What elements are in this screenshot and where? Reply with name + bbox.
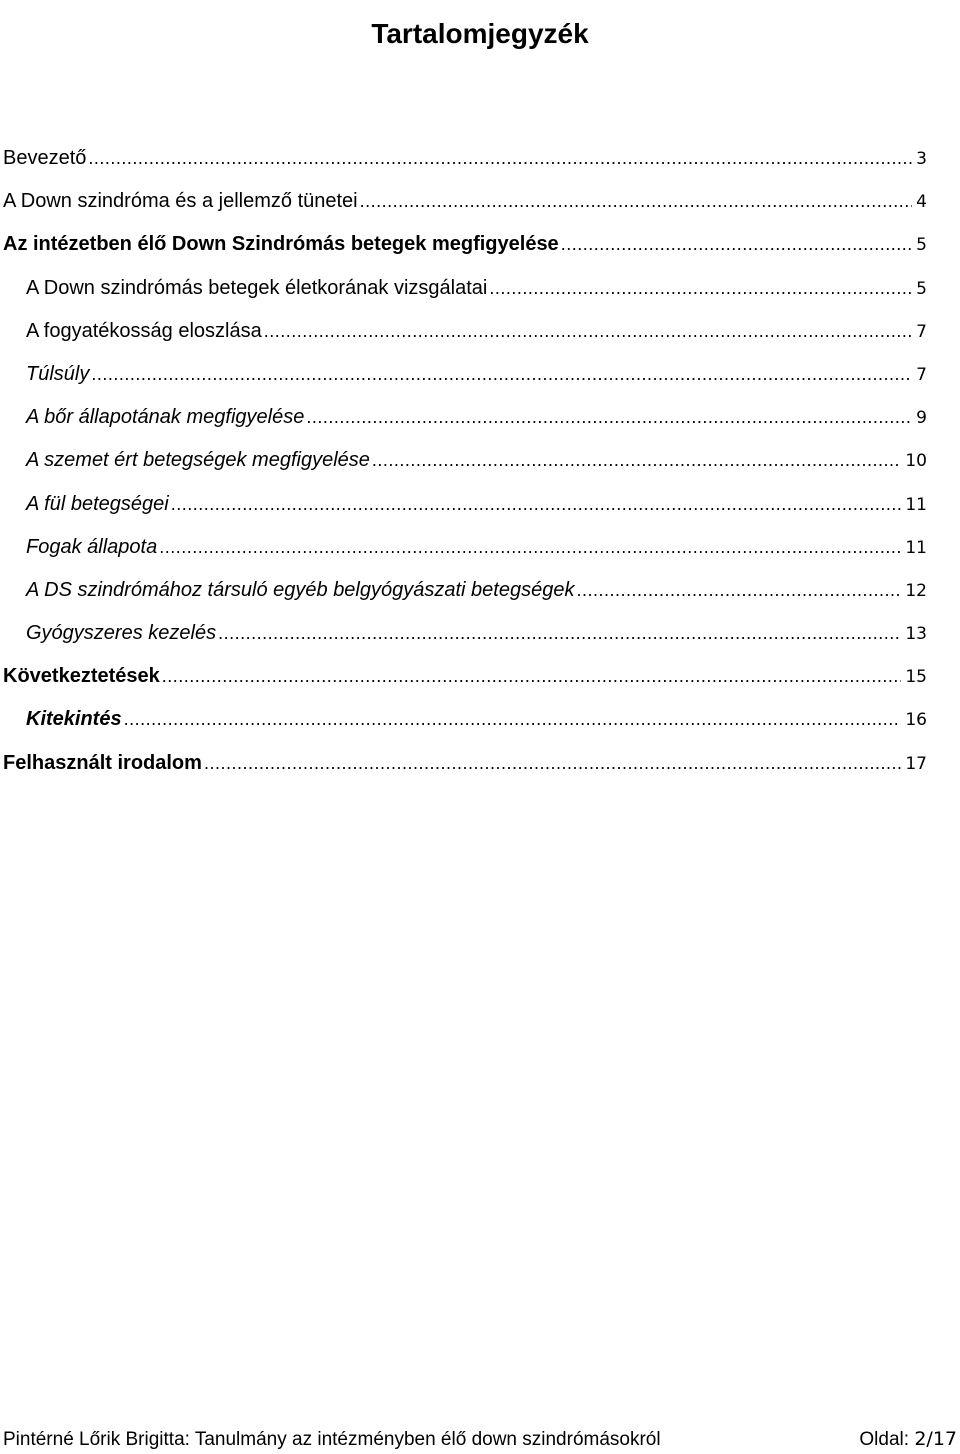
footer-page-value: 2/17 bbox=[914, 1428, 957, 1450]
toc-entry-page: 13 bbox=[905, 624, 927, 645]
toc-entry-page: 3 bbox=[916, 149, 927, 169]
toc-entry-page: 12 bbox=[905, 580, 927, 601]
footer-page-number bbox=[859, 1426, 957, 1453]
toc-entry[interactable] bbox=[3, 483, 927, 526]
toc-entry-title: Következtetések bbox=[3, 665, 160, 688]
toc-entry-page: 5 bbox=[916, 278, 927, 299]
toc-entry-title: Az intézetben élő Down Szindrómás betegek megfigyelése bbox=[3, 233, 559, 256]
toc-dot-leader bbox=[576, 569, 901, 612]
toc-dot-leader bbox=[306, 396, 912, 439]
toc-entry-title: Fogak állapota bbox=[26, 535, 158, 558]
toc-dot-leader bbox=[88, 137, 912, 180]
toc-dot-leader bbox=[264, 310, 912, 353]
toc-entry-title: Bevezető bbox=[3, 147, 87, 169]
toc-entry-page: 4 bbox=[916, 192, 927, 213]
toc-dot-leader bbox=[372, 439, 901, 482]
toc-entry-title: A DS szindrómához társuló egyéb belgyógyászati betegségek bbox=[26, 578, 575, 601]
toc-entry-page: 7 bbox=[916, 321, 927, 342]
toc-entry-page: 11 bbox=[905, 494, 927, 515]
toc-entry-page: 7 bbox=[916, 364, 927, 385]
toc-entry-title: A Down szindróma és a jellemző tünetei bbox=[3, 190, 358, 213]
toc-entry[interactable] bbox=[3, 612, 927, 655]
toc-entry[interactable] bbox=[3, 353, 927, 396]
toc-entry[interactable] bbox=[3, 223, 927, 266]
toc-entry-title: A Down szindrómás betegek életkorának vizsgálatai bbox=[26, 276, 488, 299]
toc-entry-title: Túlsúly bbox=[26, 362, 90, 385]
page-title: Tartalomjegyzék bbox=[371, 17, 589, 49]
table-of-contents bbox=[3, 137, 927, 785]
toc-entry[interactable] bbox=[3, 655, 927, 698]
toc-entry-title: Kitekintés bbox=[26, 708, 122, 731]
toc-entry[interactable] bbox=[3, 569, 927, 612]
toc-dot-leader bbox=[124, 698, 902, 741]
toc-entry-page: 10 bbox=[905, 451, 927, 472]
toc-entry[interactable] bbox=[3, 267, 927, 310]
footer-author-title: Pintérné Lőrik Brigitta: Tanulmány az intézményben élő down szindrómásokról bbox=[3, 1429, 661, 1450]
toc-entry[interactable] bbox=[3, 180, 927, 223]
toc-entry[interactable] bbox=[3, 396, 927, 439]
toc-entry-title: A bőr állapotának megfigyelése bbox=[26, 406, 305, 429]
toc-dot-leader bbox=[360, 180, 913, 223]
toc-entry[interactable] bbox=[3, 137, 927, 180]
toc-entry-page: 9 bbox=[916, 408, 927, 429]
toc-entry[interactable] bbox=[3, 439, 927, 482]
toc-entry[interactable] bbox=[3, 698, 927, 741]
toc-entry-title: Gyógyszeres kezelés bbox=[26, 622, 217, 645]
toc-entry[interactable] bbox=[3, 310, 927, 353]
toc-entry-title: A fül betegségei bbox=[26, 492, 169, 515]
toc-entry-page: 11 bbox=[905, 537, 927, 558]
page-footer bbox=[3, 1426, 957, 1453]
footer-page-label: Oldal: bbox=[859, 1429, 910, 1450]
toc-entry-title: A szemet ért betegségek megfigyelése bbox=[26, 449, 370, 472]
toc-dot-leader bbox=[489, 267, 912, 310]
toc-entry-title: Felhasznált irodalom bbox=[3, 751, 202, 774]
toc-dot-leader bbox=[91, 353, 912, 396]
toc-dot-leader bbox=[171, 483, 902, 526]
toc-dot-leader bbox=[218, 612, 901, 655]
toc-entry[interactable] bbox=[3, 742, 927, 785]
toc-entry-title: A fogyatékosság eloszlása bbox=[26, 319, 262, 342]
toc-dot-leader bbox=[162, 655, 902, 698]
toc-entry[interactable] bbox=[3, 526, 927, 569]
toc-dot-leader bbox=[561, 223, 912, 266]
toc-entry-page: 16 bbox=[905, 710, 927, 731]
toc-dot-leader bbox=[204, 742, 901, 785]
toc-entry-page: 15 bbox=[905, 667, 927, 688]
toc-entry-page: 17 bbox=[905, 753, 927, 774]
toc-dot-leader bbox=[159, 526, 901, 569]
toc-entry-page: 5 bbox=[916, 235, 927, 256]
